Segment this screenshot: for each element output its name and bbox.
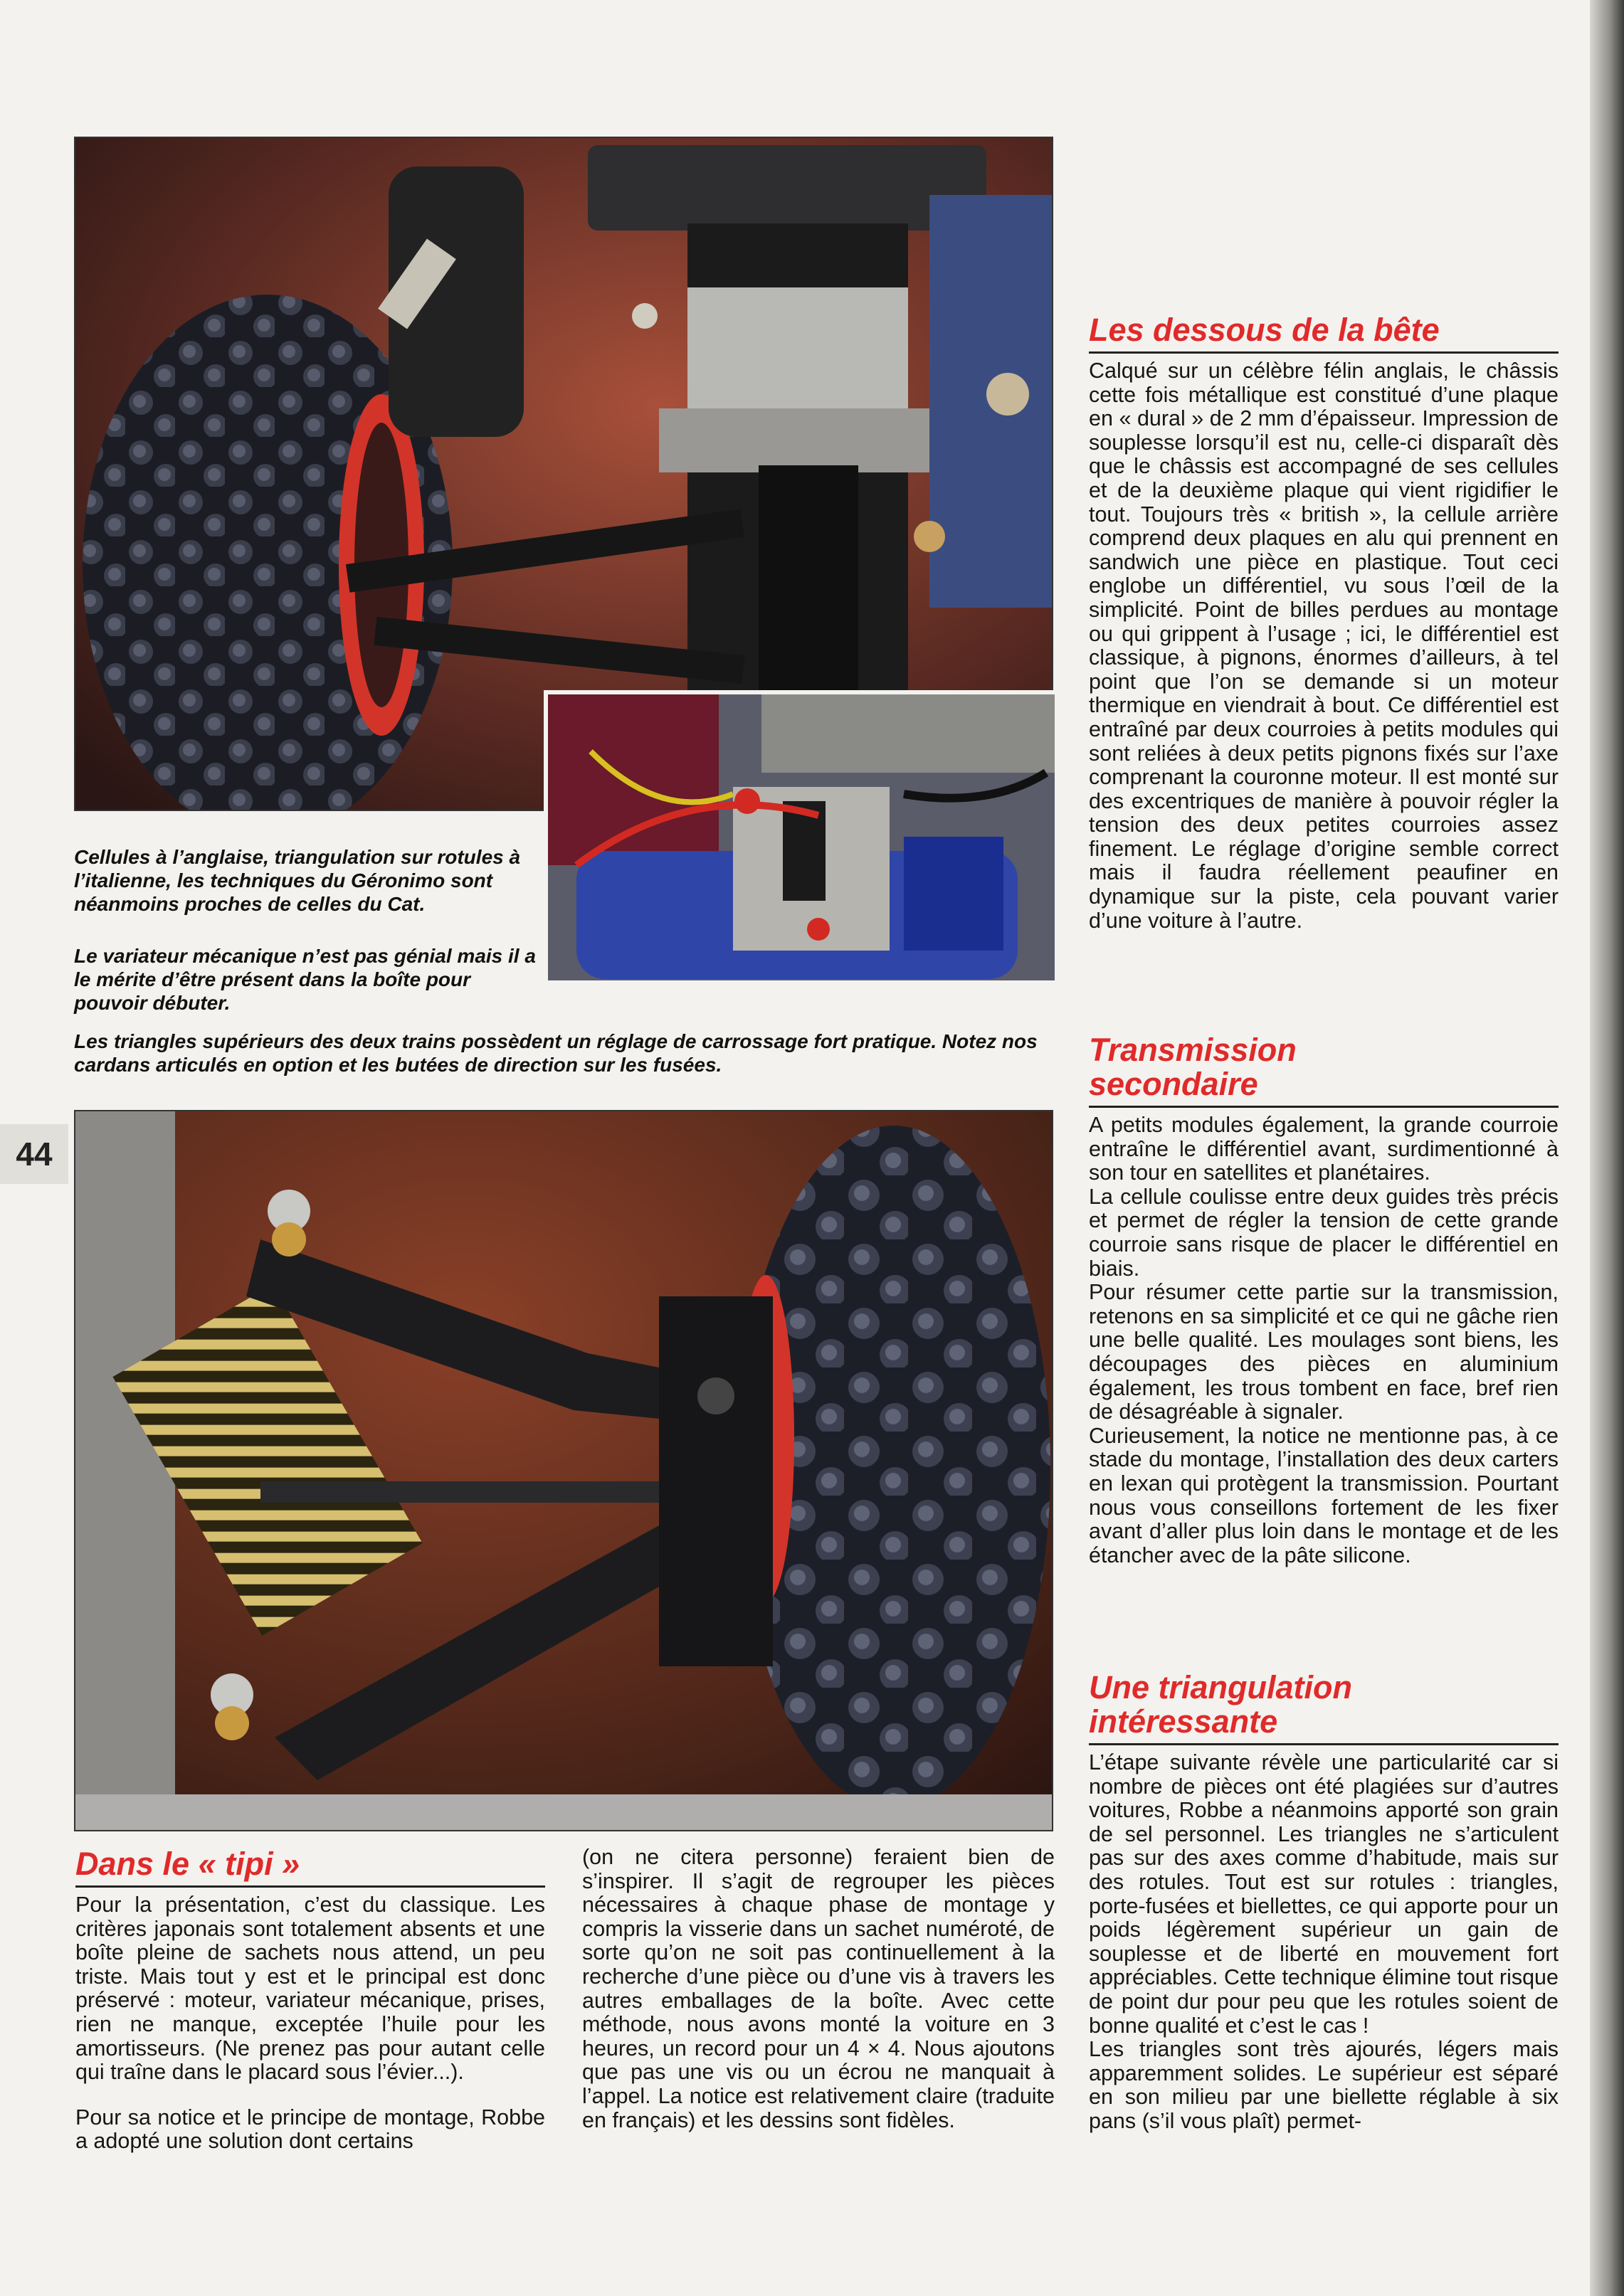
section-triangulation: [1089, 1671, 1559, 2134]
photo-front-suspension: [74, 1110, 1053, 1831]
paragraph-tipi-1: Pour la présentation, c’est du classique. Les critères japonais sont totalement absents et une boîte pleine de sachets nous attend, un peu triste. Mais tout y est et le principal est donc préservé : moteur, variateur mécanique, prises, rien ne manque, exceptée l’huile pour les amortisseurs. (Ne prenez pas pour autant celle qui traîne dans le placard sous l’évier...).: [75, 1893, 545, 2085]
heading-dessous: Les dessous de la bête: [1089, 313, 1559, 354]
paragraph-transmission-3: Pour résumer cette partie sur la transmission, retenons en sa simplicité et ce qui ne gâche rien une belle qualité. Les moulages sont biens, les découpages des pièces en aluminium également, les trous tombent en face, bref rien de désagréable à signaler.: [1089, 1280, 1559, 1424]
section-dessous: [1089, 313, 1559, 933]
paragraph-dessous: Calqué sur un célèbre félin anglais, le châssis cette fois métallique est constitué d’une plaque en « dural » de 2 mm d’épaisseur. Impression de souplesse lorsqu’il est nu, celle-ci disparaît dès que le châssis est accompagné de ses cellules et de la deuxième plaque qui vient rigidifier le tout. Toujours très « british », la cellule arrière comprend deux plaques en alu qui prennent en sandwich une pièce en plastique. Tout ceci englobe un différentiel, vu sous l’œil de la simplicité. Point de billes perdues au montage ou qui grippent à l’usage ; ici, le différentiel est classique, à pignons, énormes d’ailleurs, à tel point que l’on se demande si un moteur thermique en viendrait à bout. Ce différentiel est entraîné par deux courroies à petits modules qui sont reliées à deux petits pignons fixés sur l’axe comprenant la couronne moteur. Il est monté sur des excentriques de manière à pouvoir régler la tension des deux petites courroies assez finement. Le réglage d’origine semble correct mais il faudra réellement peaufiner en dynamique sur la piste, cela pouvant varier d’une voiture à l’autre.: [1089, 359, 1559, 933]
paragraph-transmission-4: Curieusement, la notice ne mentionne pas, à ce stade du montage, l’installation des deux carters en lexan qui protègent la transmission. Pourtant nous vous conseillons fortement de les fixer avant d’aller plus loin dans le montage et de les étancher avec de la pâte silicone.: [1089, 1423, 1559, 1567]
paragraph-triangulation-2: Les triangles sont très ajourés, légers mais apparemment solides. Le supérieur est séparé en son milieu par une biellette réglable à six pans (s’il vous plaît) permet-: [1089, 2037, 1559, 2133]
heading-tipi: Dans le « tipi »: [75, 1847, 545, 1888]
page-edge: [1590, 0, 1624, 2296]
paragraph-triangulation-1: L’étape suivante révèle une particularité car si nombre de pièces ont été plagiées sur d’autres voitures, Robbe a néanmoins apporté son grain de sel personnel. Les triangles ne s’articulent pas sur des axes comme d’habitude, mais sur des rotules. Tout est sur rotules : triangles, porte-fusées et biellettes, ce qui apporte pour un poids légèrement supérieur un gain de souplesse et de liberté en mouvement fort appréciables. Cette technique élimine tout risque de point dur pour peu que les rotules soient de bonne qualité et c’est le cas !: [1089, 1750, 1559, 2038]
caption-speed-controller: Le variateur mécanique n’est pas génial mais il a le mérite d’être présent dans la boîte pour pouvoir débuter.: [74, 945, 536, 1014]
paragraph-tipi-3: (on ne citera personne) feraient bien de s’inspirer. Il s’agit de regrouper les pièces nécessaires à chaque phase de montage y compris la visserie dans un sachet numéroté, de sorte qu’on ne soit pas continuellement à la recherche d’une pièce ou d’une vis à travers les autres emballages de la boîte. Avec cette méthode, nous avons monté la voiture en 3 heures, un record pour un 4 × 4. Nous ajoutons que pas une vis ou un écrou ne manquait à l’appel. La notice est relativement claire (traduite en français) et les dessins sont fidèles.: [582, 1845, 1055, 2132]
heading-triangulation-line2: intéressante: [1089, 1703, 1278, 1740]
paragraph-tipi-2: Pour sa notice et le principe de montage, Robbe a adopté une solution dont certains: [75, 2105, 545, 2154]
section-transmission: [1089, 1033, 1559, 1567]
paragraph-transmission-2: La cellule coulisse entre deux guides très précis et permet de régler la tension de cette grande courroie sans risque de placer le différentiel en biais.: [1089, 1184, 1559, 1281]
section-tipi: [75, 1847, 545, 2154]
heading-transmission-line1: Transmission: [1089, 1032, 1297, 1068]
photo-speed-controller: [544, 690, 1059, 985]
heading-triangulation: [1089, 1671, 1559, 1745]
heading-transmission: [1089, 1033, 1559, 1108]
caption-chassis: Cellules à l’anglaise, triangulation sur rotules à l’italienne, les techniques du Géronimo sont néanmoins proches de celles du Cat.: [74, 846, 521, 915]
section-tipi-continued: [582, 1846, 1055, 2132]
caption-triangles: Les triangles supérieurs des deux trains possèdent un réglage de carrossage fort pratique. Notez nos cardans articulés en option et les butées de direction sur les fusées.: [74, 1030, 1038, 1076]
heading-triangulation-line1: Une triangulation: [1089, 1669, 1352, 1705]
paragraph-transmission-1: A petits modules également, la grande courroie entraîne le différentiel avant, surdimentionné à son tour en satellites et planétaires.: [1089, 1113, 1559, 1185]
page-number: 44: [0, 1124, 68, 1184]
heading-transmission-line2: secondaire: [1089, 1066, 1258, 1102]
